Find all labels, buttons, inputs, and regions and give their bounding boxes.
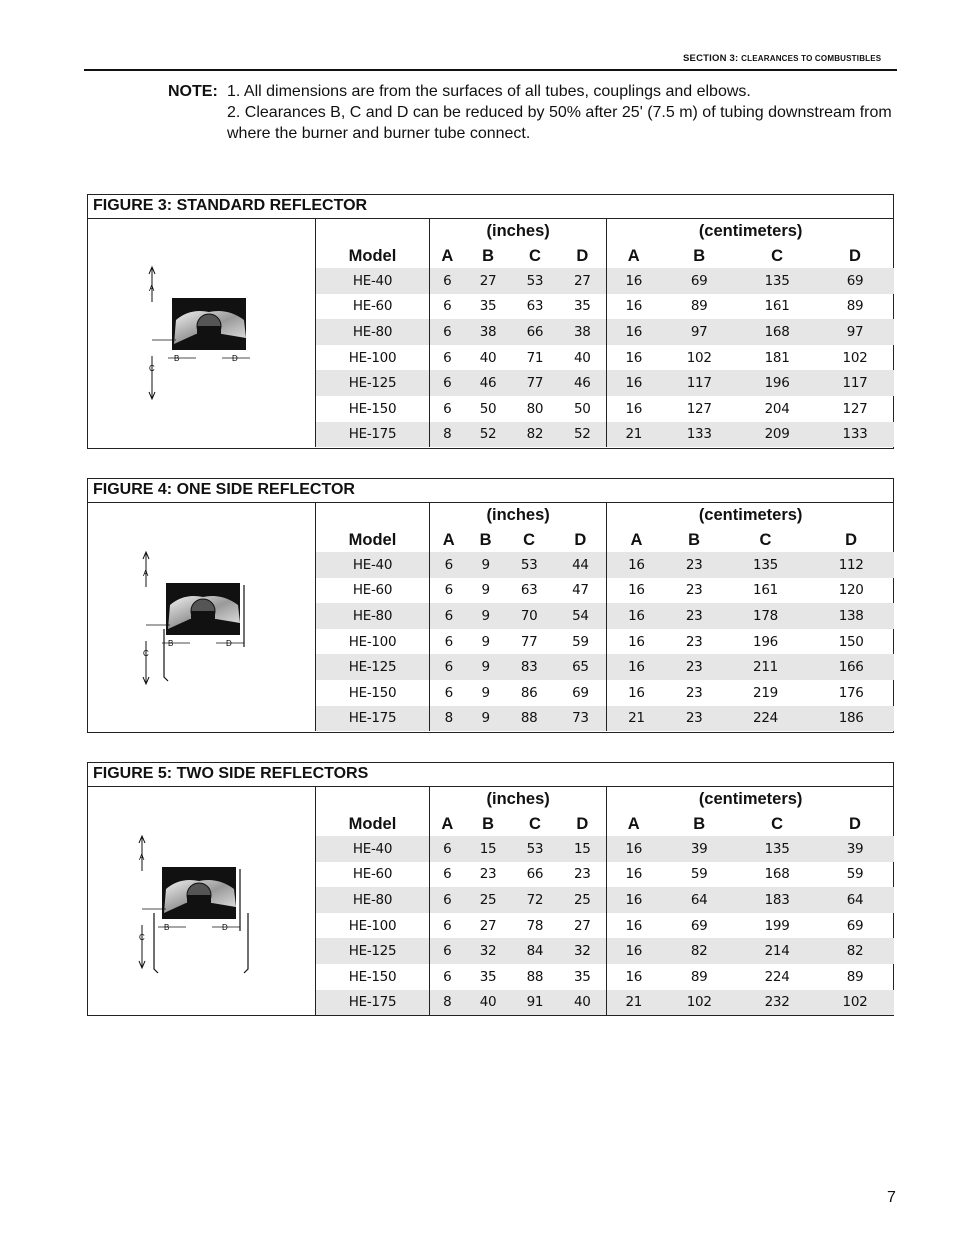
value-cell: 102 — [660, 990, 738, 1016]
col-header-b-cm: B — [693, 814, 706, 833]
value-cell: 9 — [467, 603, 503, 629]
model-cell: HE-40 — [316, 836, 430, 862]
value-cell: 64 — [816, 887, 894, 913]
value-cell: 40 — [558, 990, 606, 1016]
label-b: B — [174, 354, 180, 363]
table-row — [316, 294, 894, 320]
value-cell: 6 — [430, 887, 465, 913]
col-header-a-cm: A — [627, 246, 640, 265]
model-header: Model — [316, 812, 430, 836]
side-reflector-left — [154, 913, 158, 973]
clearance-table — [316, 503, 894, 731]
centimeters-header: (centimeters) — [698, 222, 803, 240]
value-cell: 23 — [479, 866, 497, 883]
value-cell: 23 — [558, 862, 606, 888]
model-cell: HE-175 — [316, 422, 430, 448]
value-cell: 89 — [690, 298, 708, 315]
model-cell: HE-60 — [316, 294, 430, 320]
table-row — [316, 836, 894, 862]
side-reflector-right-lower — [244, 913, 248, 973]
model-cell: HE-125 — [316, 938, 430, 964]
value-cell: 25 — [558, 887, 606, 913]
table-row — [316, 680, 894, 706]
value-cell: 102 — [842, 349, 868, 366]
figure-title: FIGURE 5: TWO SIDE REFLECTORS — [88, 763, 893, 787]
value-cell: 23 — [666, 603, 723, 629]
value-cell: 59 — [554, 629, 606, 655]
reflector-diagram — [88, 787, 316, 1015]
centimeters-header: (centimeters) — [698, 790, 803, 808]
value-cell: 88 — [504, 706, 555, 732]
model-cell: HE-175 — [316, 706, 430, 732]
col-header-a-cm: A — [630, 530, 643, 549]
value-cell: 6 — [443, 866, 452, 883]
col-header-c-cm: C — [759, 530, 772, 549]
value-cell: 21 — [607, 990, 660, 1016]
value-cell: 88 — [526, 968, 544, 985]
inches-header: (inches) — [430, 219, 607, 244]
col-header-b: B — [479, 530, 492, 549]
value-cell: 69 — [554, 680, 606, 706]
value-cell: 199 — [764, 917, 790, 934]
section-title: CLEARANCES TO COMBUSTIBLES — [741, 54, 882, 63]
value-cell: 21 — [607, 706, 666, 732]
section-prefix: SECTION 3: — [683, 53, 742, 64]
value-cell: 102 — [686, 349, 712, 366]
value-cell: 209 — [738, 422, 816, 448]
value-cell: 64 — [660, 887, 738, 913]
col-header-c: C — [528, 814, 541, 833]
value-cell: 196 — [738, 370, 816, 396]
value-cell: 9 — [481, 582, 490, 599]
value-cell: 69 — [660, 268, 738, 294]
table-row — [316, 887, 894, 913]
col-header-a-cm: A — [627, 814, 640, 833]
value-cell: 83 — [504, 654, 555, 680]
value-cell: 16 — [628, 582, 645, 599]
value-cell: 52 — [558, 422, 606, 448]
reflector-diagram — [88, 219, 316, 447]
value-cell: 6 — [430, 268, 465, 294]
inches-header: (inches) — [430, 787, 607, 812]
value-cell: 161 — [753, 582, 778, 599]
value-cell: 59 — [690, 866, 708, 883]
figure-title: FIGURE 3: STANDARD REFLECTOR — [88, 195, 893, 219]
table-row — [316, 964, 894, 990]
col-header-a: A — [442, 530, 455, 549]
section-header — [683, 53, 881, 64]
value-cell: 224 — [723, 706, 809, 732]
note-label: NOTE: — [168, 83, 218, 100]
value-cell: 32 — [465, 938, 512, 964]
inches-header: (inches) — [430, 503, 607, 528]
value-cell: 27 — [558, 913, 606, 939]
value-cell: 89 — [846, 298, 864, 315]
label-a: A — [149, 284, 155, 293]
model-cell: HE-100 — [316, 629, 430, 655]
value-cell: 16 — [607, 603, 666, 629]
col-header-c: C — [528, 246, 541, 265]
value-cell: 69 — [690, 917, 708, 934]
value-cell: 178 — [723, 603, 809, 629]
model-cell: HE-80 — [316, 887, 430, 913]
value-cell: 6 — [443, 298, 452, 315]
figure-5 — [87, 762, 894, 1016]
value-cell: 133 — [660, 422, 738, 448]
value-cell: 16 — [607, 836, 660, 862]
model-cell: HE-125 — [316, 370, 430, 396]
value-cell: 35 — [479, 298, 497, 315]
value-cell: 16 — [625, 400, 643, 417]
label-c: C — [139, 933, 145, 942]
value-cell: 135 — [738, 268, 816, 294]
diagram-svg — [88, 787, 316, 1015]
value-cell: 15 — [558, 836, 606, 862]
figure-3 — [87, 194, 894, 449]
table-row — [316, 862, 894, 888]
value-cell: 127 — [842, 400, 868, 417]
diagram-svg — [88, 219, 316, 447]
value-cell: 183 — [738, 887, 816, 913]
value-cell: 186 — [808, 706, 894, 732]
table-row — [316, 913, 894, 939]
value-cell: 6 — [430, 836, 465, 862]
side-reflector-left — [164, 629, 168, 681]
col-header-d: D — [558, 812, 606, 836]
value-cell: 27 — [558, 268, 606, 294]
value-cell: 204 — [764, 400, 790, 417]
value-cell: 120 — [838, 582, 864, 599]
table-row — [316, 370, 894, 396]
value-cell: 16 — [625, 349, 643, 366]
value-cell: 16 — [625, 298, 643, 315]
value-cell: 91 — [511, 990, 558, 1016]
value-cell: 196 — [753, 633, 778, 650]
value-cell: 6 — [430, 938, 465, 964]
value-cell: 224 — [764, 968, 790, 985]
value-cell: 89 — [846, 968, 864, 985]
clearance-table — [316, 219, 894, 447]
value-cell: 214 — [738, 938, 816, 964]
value-cell: 176 — [838, 684, 864, 701]
value-cell: 50 — [558, 396, 606, 422]
value-cell: 16 — [607, 319, 660, 345]
col-header-c-cm: C — [771, 814, 783, 833]
label-d: D — [226, 639, 232, 648]
label-a: A — [143, 569, 149, 578]
value-cell: 16 — [628, 684, 645, 701]
figure-4 — [87, 478, 894, 733]
diagram-svg — [88, 503, 316, 731]
table-row — [316, 629, 894, 655]
value-cell: 135 — [738, 836, 816, 862]
value-cell: 15 — [465, 836, 512, 862]
value-cell: 40 — [465, 990, 512, 1016]
value-cell: 63 — [526, 298, 544, 315]
value-cell: 86 — [520, 684, 538, 701]
header-rule — [84, 69, 897, 71]
col-header-d: D — [558, 244, 606, 268]
table-row — [316, 319, 894, 345]
table-row — [316, 603, 894, 629]
table-row — [316, 578, 894, 604]
table-row — [316, 938, 894, 964]
value-cell: 40 — [479, 349, 497, 366]
value-cell: 38 — [558, 319, 606, 345]
value-cell: 21 — [607, 422, 660, 448]
value-cell: 6 — [430, 370, 465, 396]
value-cell: 32 — [558, 938, 606, 964]
value-cell: 102 — [816, 990, 894, 1016]
value-cell: 35 — [479, 968, 497, 985]
model-cell: HE-60 — [316, 578, 430, 604]
value-cell: 66 — [511, 319, 558, 345]
value-cell: 9 — [481, 684, 490, 701]
table-row — [316, 396, 894, 422]
value-cell: 78 — [526, 917, 544, 934]
col-header-d-cm: D — [849, 246, 861, 265]
col-header-d-cm: D — [845, 530, 858, 549]
label-a: A — [139, 853, 145, 862]
value-cell: 9 — [467, 654, 503, 680]
value-cell: 70 — [504, 603, 555, 629]
model-cell: HE-80 — [316, 603, 430, 629]
table-row — [316, 345, 894, 371]
value-cell: 8 — [430, 422, 465, 448]
value-cell: 77 — [511, 370, 558, 396]
label-b: B — [168, 639, 174, 648]
value-cell: 23 — [666, 654, 723, 680]
value-cell: 9 — [467, 552, 503, 578]
model-cell: HE-150 — [316, 964, 430, 990]
value-cell: 8 — [430, 990, 465, 1016]
value-cell: 23 — [666, 706, 723, 732]
value-cell: 6 — [443, 968, 452, 985]
col-header-c-cm: C — [771, 246, 783, 265]
value-cell: 44 — [554, 552, 606, 578]
value-cell: 16 — [607, 654, 666, 680]
value-cell: 112 — [808, 552, 894, 578]
value-cell: 38 — [465, 319, 512, 345]
value-cell: 97 — [816, 319, 894, 345]
value-cell: 16 — [607, 887, 660, 913]
label-c: C — [149, 364, 155, 373]
value-cell: 150 — [838, 633, 864, 650]
value-cell: 35 — [558, 964, 606, 990]
value-cell: 69 — [846, 917, 864, 934]
centimeters-header: (centimeters) — [698, 506, 803, 524]
value-cell: 69 — [816, 268, 894, 294]
value-cell: 82 — [660, 938, 738, 964]
col-header-b-cm: B — [693, 246, 706, 265]
value-cell: 6 — [443, 917, 452, 934]
note-line-2: 2. Clearances B, C and D can be reduced by 50% after 25' (7.5 m) of tubing downstream from where the burner and burner tube connect. — [227, 104, 892, 142]
reflector-diagram — [88, 503, 316, 731]
value-cell: 52 — [465, 422, 512, 448]
value-cell: 16 — [628, 633, 645, 650]
page-number: 7 — [887, 1189, 896, 1206]
value-cell: 168 — [738, 319, 816, 345]
value-cell: 65 — [554, 654, 606, 680]
value-cell: 54 — [554, 603, 606, 629]
value-cell: 16 — [607, 268, 660, 294]
col-header-d-cm: D — [849, 814, 861, 833]
value-cell: 66 — [526, 866, 544, 883]
model-header: Model — [316, 528, 430, 552]
value-cell: 16 — [625, 968, 643, 985]
value-cell: 6 — [443, 349, 452, 366]
value-cell: 219 — [753, 684, 778, 701]
value-cell: 23 — [685, 684, 703, 701]
value-cell: 211 — [723, 654, 809, 680]
value-cell: 127 — [686, 400, 712, 417]
label-b: B — [164, 923, 170, 932]
value-cell: 77 — [520, 633, 538, 650]
value-cell: 39 — [660, 836, 738, 862]
value-cell: 63 — [520, 582, 538, 599]
figure-title: FIGURE 4: ONE SIDE REFLECTOR — [88, 479, 893, 503]
value-cell: 9 — [467, 706, 503, 732]
value-cell: 53 — [511, 836, 558, 862]
table-row — [316, 422, 894, 448]
value-cell: 232 — [738, 990, 816, 1016]
value-cell: 46 — [465, 370, 512, 396]
value-cell: 117 — [816, 370, 894, 396]
value-cell: 16 — [607, 552, 666, 578]
table-row — [316, 990, 894, 1016]
table-row — [316, 654, 894, 680]
value-cell: 23 — [685, 633, 703, 650]
value-cell: 16 — [625, 917, 643, 934]
clearance-table — [316, 787, 894, 1015]
model-cell: HE-125 — [316, 654, 430, 680]
note-line-1: 1. All dimensions are from the surfaces of all tubes, couplings and elbows. — [227, 83, 751, 100]
value-cell: 16 — [625, 866, 643, 883]
model-cell: HE-150 — [316, 396, 430, 422]
value-cell: 39 — [816, 836, 894, 862]
value-cell: 53 — [504, 552, 555, 578]
value-cell: 133 — [816, 422, 894, 448]
model-cell: HE-40 — [316, 552, 430, 578]
value-cell: 53 — [511, 268, 558, 294]
value-cell: 35 — [558, 294, 606, 320]
value-cell: 6 — [430, 552, 468, 578]
value-cell: 6 — [444, 582, 453, 599]
value-cell: 16 — [607, 370, 660, 396]
value-cell: 8 — [430, 706, 468, 732]
value-cell: 46 — [558, 370, 606, 396]
value-cell: 27 — [465, 268, 512, 294]
value-cell: 135 — [723, 552, 809, 578]
col-header-a: A — [441, 814, 454, 833]
label-c: C — [143, 649, 149, 658]
value-cell: 6 — [430, 654, 468, 680]
value-cell: 16 — [607, 938, 660, 964]
value-cell: 89 — [690, 968, 708, 985]
value-cell: 72 — [511, 887, 558, 913]
value-cell: 181 — [764, 349, 790, 366]
value-cell: 82 — [511, 422, 558, 448]
model-cell: HE-175 — [316, 990, 430, 1016]
value-cell: 117 — [660, 370, 738, 396]
value-cell: 23 — [666, 552, 723, 578]
value-cell: 73 — [554, 706, 606, 732]
label-d: D — [232, 354, 238, 363]
model-cell: HE-80 — [316, 319, 430, 345]
value-cell: 50 — [479, 400, 497, 417]
table-row — [316, 268, 894, 294]
value-cell: 6 — [444, 633, 453, 650]
col-header-b: B — [482, 814, 494, 833]
value-cell: 23 — [685, 582, 703, 599]
col-header-d: D — [554, 528, 606, 552]
value-cell: 6 — [430, 603, 468, 629]
model-cell: HE-150 — [316, 680, 430, 706]
value-cell: 47 — [554, 578, 606, 604]
table-row — [316, 706, 894, 732]
value-cell: 27 — [479, 917, 497, 934]
value-cell: 168 — [764, 866, 790, 883]
value-cell: 25 — [465, 887, 512, 913]
value-cell: 71 — [526, 349, 544, 366]
table-row — [316, 552, 894, 578]
model-cell: HE-40 — [316, 268, 430, 294]
value-cell: 161 — [764, 298, 790, 315]
col-header-b-cm: B — [688, 530, 701, 549]
value-cell: 166 — [808, 654, 894, 680]
model-cell: HE-100 — [316, 345, 430, 371]
model-cell: HE-100 — [316, 913, 430, 939]
value-cell: 6 — [430, 319, 465, 345]
value-cell: 82 — [816, 938, 894, 964]
value-cell: 138 — [808, 603, 894, 629]
model-cell: HE-60 — [316, 862, 430, 888]
value-cell: 80 — [526, 400, 544, 417]
model-header: Model — [316, 244, 430, 268]
col-header-b: B — [482, 246, 494, 265]
value-cell: 84 — [511, 938, 558, 964]
value-cell: 9 — [481, 633, 490, 650]
col-header-c: C — [523, 530, 536, 549]
value-cell: 59 — [846, 866, 864, 883]
col-header-a: A — [441, 246, 454, 265]
value-cell: 97 — [660, 319, 738, 345]
value-cell: 6 — [444, 684, 453, 701]
value-cell: 40 — [558, 345, 606, 371]
label-d: D — [222, 923, 228, 932]
value-cell: 6 — [443, 400, 452, 417]
